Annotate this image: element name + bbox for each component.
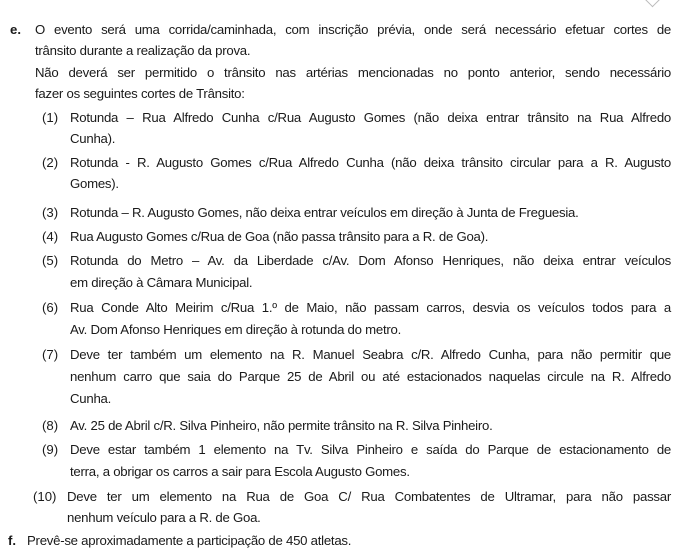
- item-number: (3): [42, 205, 59, 220]
- item-6-line2: Av. Dom Afonso Henriques em direção à rotunda do metro.: [70, 322, 402, 337]
- item-10-line1: Deve ter um elemento na Rua de Goa C/ Rua Combatentes de Ultramar, para não passar: [67, 489, 671, 504]
- section-f-marker: f.: [8, 533, 17, 548]
- section-f-text: Prevê-se aproximadamente a participação de 450 atletas.: [27, 533, 352, 548]
- item-number: (4): [42, 229, 59, 244]
- section-e-paragraph2-line2: fazer os seguintes cortes de Trânsito:: [35, 86, 245, 101]
- item-10-line2: nenhum veículo para a R. de Goa.: [67, 510, 261, 525]
- item-7-line1: Deve ter também um elemento na R. Manuel Seabra c/R. Alfredo Cunha, para não permitir que: [70, 347, 671, 362]
- item-9-line2: terra, a obrigar os carros a sair para Escola Augusto Gomes.: [70, 464, 410, 479]
- item-2-line2: Gomes).: [70, 176, 119, 191]
- item-8-line1: Av. 25 de Abril c/R. Silva Pinheiro, não permite trânsito na R. Silva Pinheiro.: [70, 418, 493, 433]
- section-e-paragraph2-line1: Não deverá ser permitido o trânsito nas artérias mencionadas no ponto anterior, sendo necessário: [35, 65, 671, 80]
- item-9-line1: Deve estar também 1 elemento na Tv. Silva Pinheiro e saída do Parque de estacionamento de: [70, 442, 671, 457]
- item-number: (5): [42, 253, 59, 268]
- item-number: (7): [42, 347, 59, 362]
- item-5-line1: Rotunda do Metro – Av. da Liberdade c/Av. Dom Afonso Henriques, não deixa entrar veículos: [70, 253, 671, 268]
- item-number: (8): [42, 418, 59, 433]
- item-2-line1: Rotunda - R. Augusto Gomes c/Rua Alfredo Cunha (não deixa trânsito circular para a R. Augusto: [70, 155, 671, 170]
- item-number: (10): [33, 489, 57, 504]
- item-number: (9): [42, 442, 59, 457]
- item-number: (6): [42, 300, 59, 315]
- item-6-line1: Rua Conde Alto Meirim c/Rua 1.º de Maio, não passam carros, desvia os veículos todos para a: [70, 300, 671, 315]
- item-4-line1: Rua Augusto Gomes c/Rua de Goa (não passa trânsito para a R. de Goa).: [70, 229, 489, 244]
- item-number: (2): [42, 155, 59, 170]
- item-number: (1): [42, 110, 59, 125]
- section-e-marker: e.: [10, 22, 21, 37]
- section-e-paragraph1-line1: O evento será uma corrida/caminhada, com inscrição prévia, onde será necessário efetuar cortes de: [35, 22, 671, 37]
- page-corner-mark: [645, 0, 661, 7]
- item-3-line1: Rotunda – R. Augusto Gomes, não deixa entrar veículos em direção à Junta de Freguesia.: [70, 205, 579, 220]
- item-7-line2: nenhum carro que saia do Parque 25 de Abril ou até estacionados naquelas circule na R. Alfredo: [70, 369, 671, 384]
- section-e-paragraph1-line2: trânsito durante a realização da prova.: [35, 43, 251, 58]
- item-5-line2: em direção à Câmara Municipal.: [70, 275, 253, 290]
- item-1-line1: Rotunda – Rua Alfredo Cunha c/Rua Augusto Gomes (não deixa entrar trânsito na Rua Alfredo: [70, 110, 671, 125]
- item-1-line2: Cunha).: [70, 131, 116, 146]
- item-7-line3: Cunha.: [70, 391, 112, 406]
